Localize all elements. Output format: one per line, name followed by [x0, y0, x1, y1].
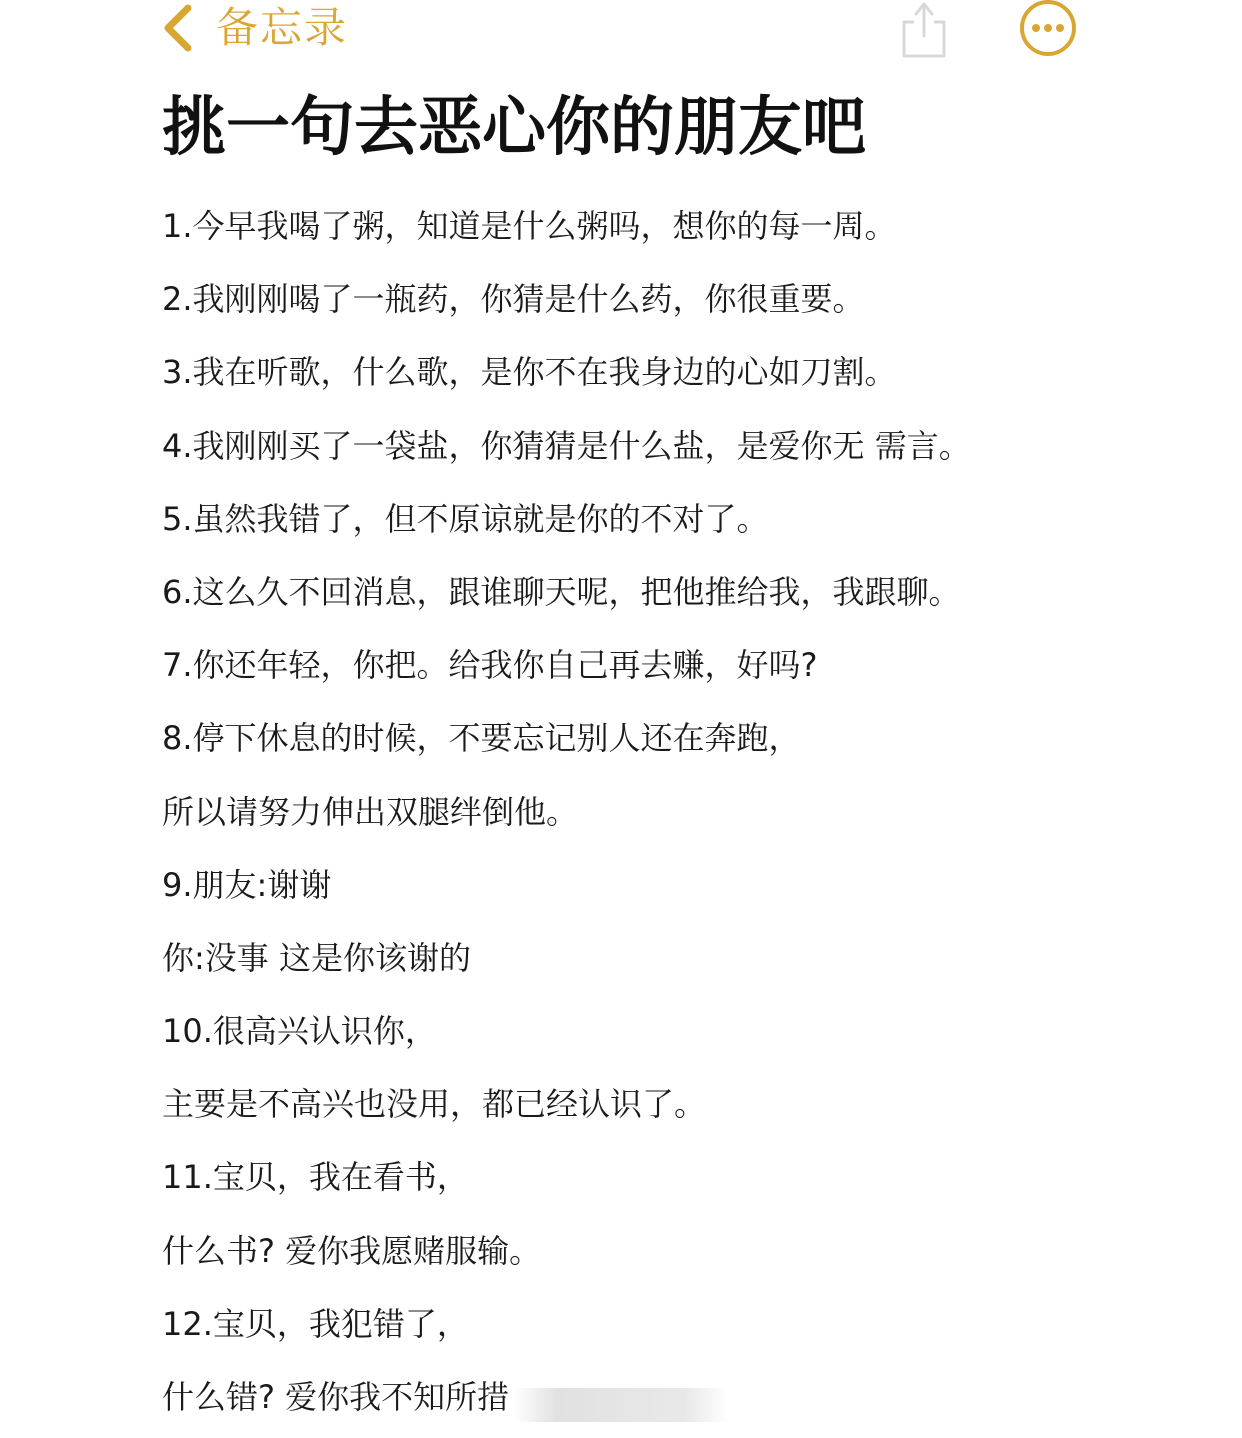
share-icon: [896, 0, 952, 60]
note-body[interactable]: [162, 190, 1162, 1434]
note-line: 什么书? 爱你我愿赌服输。: [162, 1231, 542, 1270]
note-line: 6.这么久不回消息，跟谁聊天呢，把他推给我，我跟聊。: [162, 572, 961, 611]
share-button[interactable]: [896, 0, 952, 60]
more-icon: [1018, 0, 1078, 60]
note-line: 你:没事 这是你该谢的: [162, 938, 471, 977]
navigation-bar: [0, 0, 1242, 70]
note-line: 7.你还年轻，你把。给我你自己再去赚，好吗?: [162, 646, 818, 685]
note-title: 挑一句去恶心你的朋友吧: [162, 91, 866, 165]
note-line: 5.虽然我错了，但不原谅就是你的不对了。: [162, 499, 769, 538]
note-line: 主要是不高兴也没用，都已经认识了。: [162, 1085, 707, 1124]
note-line: 所以请努力伸出双腿绊倒他。: [162, 792, 579, 831]
note-line: 12.宝贝，我犯错了，: [162, 1304, 469, 1343]
note-line: 3.我在听歌，什么歌，是你不在我身边的心如刀割。: [162, 353, 897, 392]
note-line: 8.停下休息的时候，不要忘记别人还在奔跑，: [162, 719, 801, 758]
note-line: 9.朋友:谢谢: [162, 865, 332, 904]
back-button[interactable]: [160, 0, 348, 56]
note-line: 什么错? 爱你我不知所措: [162, 1378, 510, 1416]
note-line: 11.宝贝，我在看书，: [162, 1158, 469, 1197]
watermark: [514, 1388, 728, 1422]
note-line: 1.今早我喝了粥，知道是什么粥吗，想你的每一周。: [162, 207, 897, 245]
note-line: 10.很高兴认识你，: [162, 1012, 437, 1051]
chevron-left-icon: [160, 2, 196, 54]
note-line: 2.我刚刚喝了一瓶药，你猜是什么药，你很重要。: [162, 280, 865, 319]
back-label: 备忘录: [216, 3, 349, 52]
more-button[interactable]: [1018, 0, 1078, 60]
note-line: 4.我刚刚买了一袋盐，你猜猜是什么盐，是爱你无 需言。: [162, 426, 971, 465]
